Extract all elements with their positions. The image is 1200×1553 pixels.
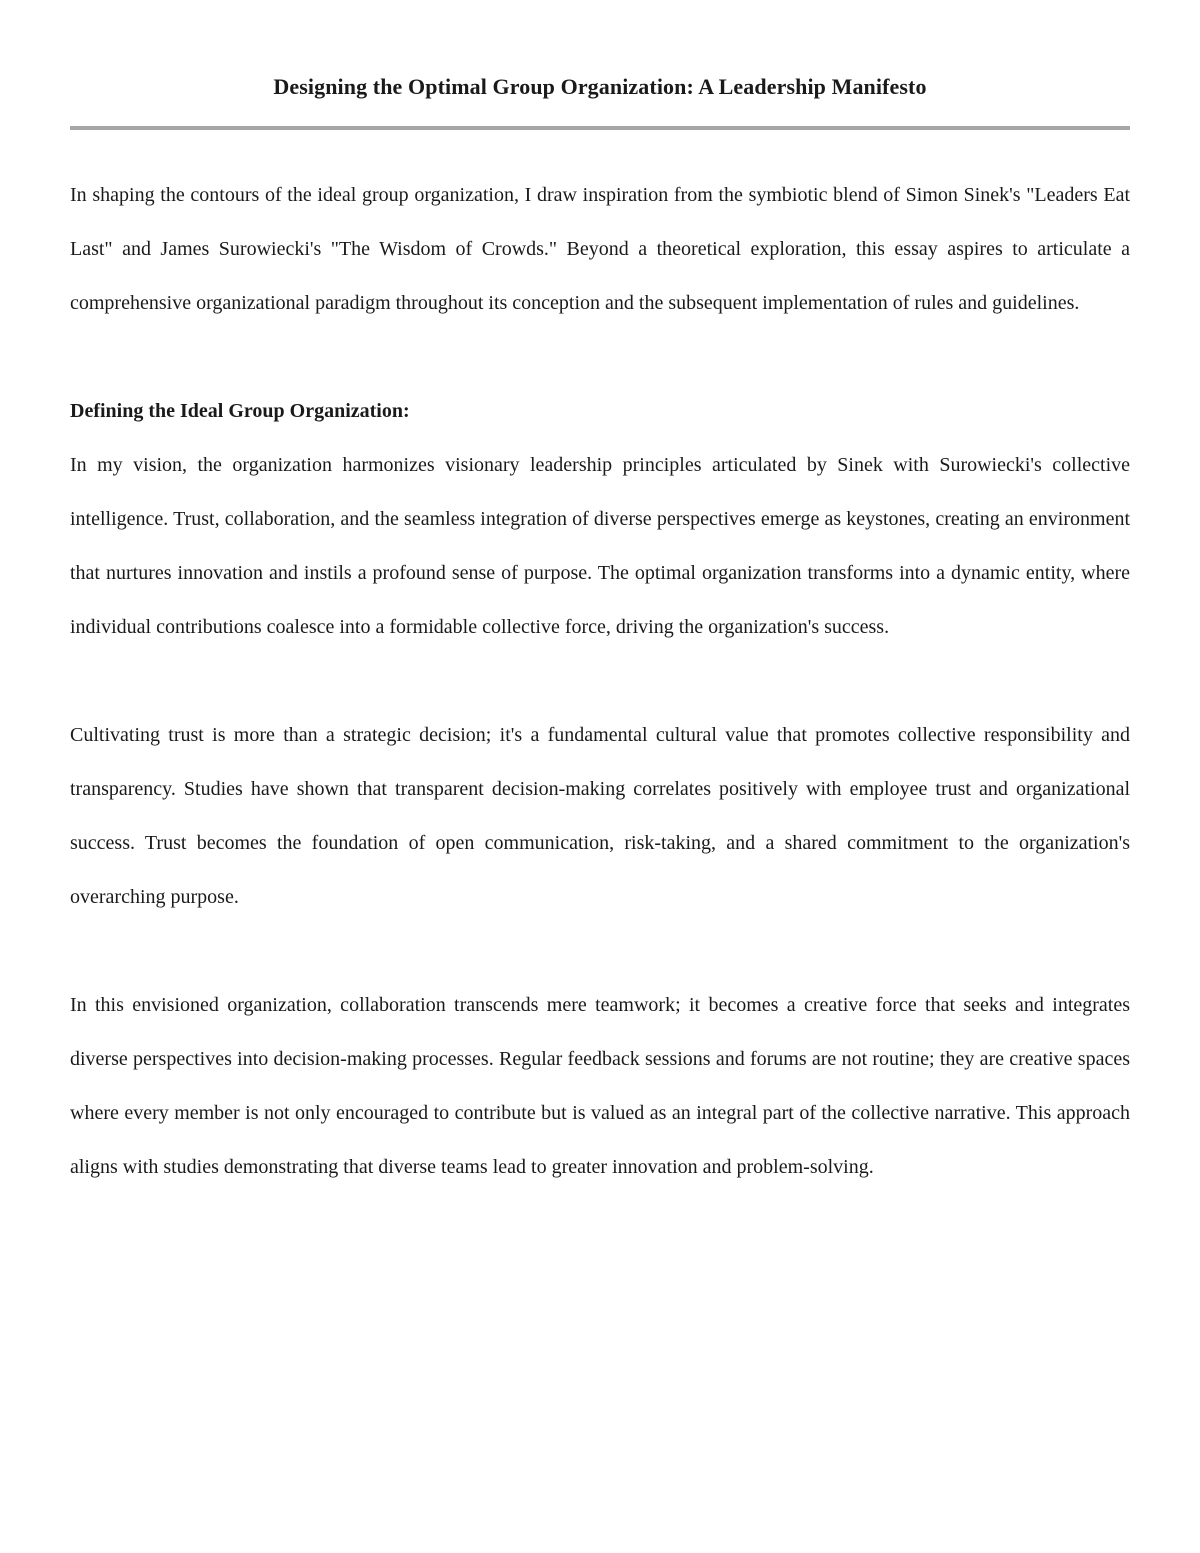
section-heading: Defining the Ideal Group Organization: bbox=[70, 400, 410, 422]
document-page bbox=[70, 0, 1130, 1194]
document-title: Designing the Optimal Group Organization: A Leadership Manifesto bbox=[273, 74, 927, 99]
body-paragraph-2: Cultivating trust is more than a strategic decision; it's a fundamental cultural value that promotes collective responsibility and transparency. Studies have shown that transparent decision-making correlates positively with employee trust and organizational success. Trust becomes the foundation of open communication, risk-taking, and a shared commitment to the organization's overarching purpose. bbox=[70, 724, 1130, 908]
body-paragraph-1: In my vision, the organization harmonizes visionary leadership principles articulated by Sinek with Surowiecki's collective intelligence. Trust, collaboration, and the seamless integration of diverse perspectives emerge as keystones, creating an environment that nurtures innovation and instils a profound sense of purpose. The optimal organization transforms into a dynamic entity, where individual contributions coalesce into a formidable collective force, driving the organization's success. bbox=[70, 454, 1130, 638]
title-divider bbox=[70, 126, 1130, 130]
intro-paragraph: In shaping the contours of the ideal group organization, I draw inspiration from the symbiotic blend of Simon Sinek's "Leaders Eat Last" and James Surowiecki's "The Wisdom of Crowds." Beyond a theoretical exploration, this essay aspires to articulate a comprehensive organizational paradigm throughout its conception and the subsequent implementation of rules and guidelines. bbox=[70, 184, 1130, 314]
body-paragraph-3: In this envisioned organization, collaboration transcends mere teamwork; it becomes a creative force that seeks and integrates diverse perspectives into decision-making processes. Regular feedback sessions and forums are not routine; they are creative spaces where every member is not only encouraged to contribute but is valued as an integral part of the collective narrative. This approach aligns with studies demonstrating that diverse teams lead to greater innovation and problem-solving. bbox=[70, 994, 1130, 1178]
